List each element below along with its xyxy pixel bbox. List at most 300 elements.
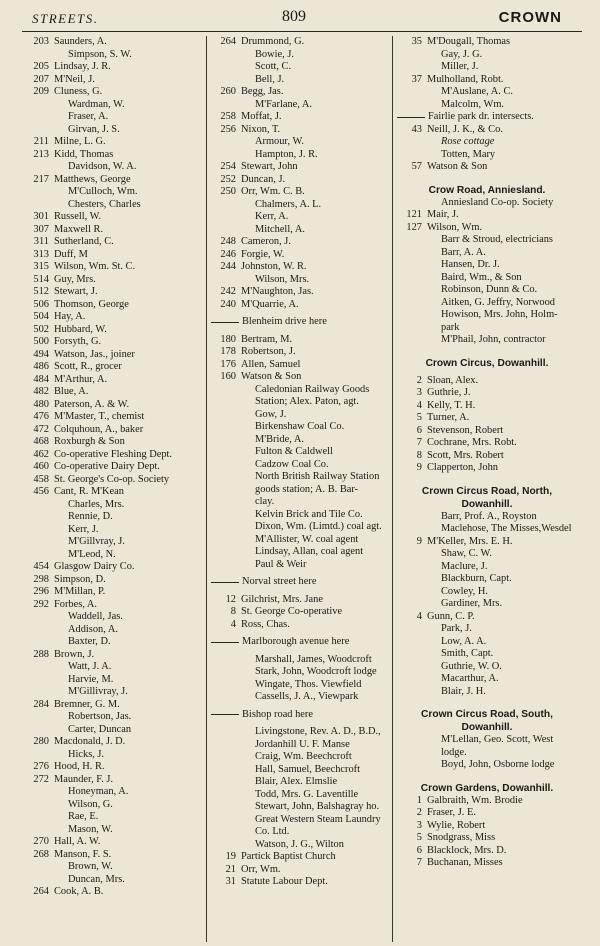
- resident-name: M'Auslane, A. C.: [441, 86, 514, 97]
- house-number: [397, 259, 427, 272]
- resident-name: Fraser, A.: [68, 111, 109, 122]
- house-number: [24, 611, 54, 624]
- directory-entry: [211, 776, 393, 789]
- house-number: [397, 747, 427, 760]
- resident-name: Bell, J.: [255, 73, 285, 85]
- resident-name: Forbes, A.: [54, 598, 98, 610]
- resident-name: Johnston, W. R.: [241, 261, 307, 272]
- resident-name: Duncan, J.: [241, 173, 286, 185]
- directory-entry: [24, 249, 202, 262]
- house-number: [211, 274, 241, 287]
- resident-name: Paterson, A. & W.: [54, 398, 130, 410]
- resident-name: Gunn, C. P.: [427, 610, 475, 622]
- house-number: 315: [33, 261, 49, 272]
- resident-name: Nixon, T.: [241, 123, 281, 135]
- resident-name: M'Farlane, A.: [255, 98, 312, 110]
- directory-entry: [397, 149, 577, 162]
- resident-name: Watt, J. A.: [68, 661, 112, 672]
- house-number: [397, 284, 427, 297]
- street-heading: Dowanhill.: [461, 498, 513, 510]
- directory-entry: [397, 598, 577, 611]
- house-number: [211, 496, 241, 509]
- spacer: [397, 174, 577, 184]
- house-number: [24, 724, 54, 737]
- resident-name: M'Culloch, Wm.: [68, 186, 138, 197]
- house-number: [211, 471, 241, 484]
- house-number: 176: [220, 358, 236, 370]
- directory-entry: [24, 486, 202, 499]
- house-number: [397, 759, 427, 772]
- house-number: 209: [33, 86, 49, 97]
- house-number: 313: [33, 248, 49, 260]
- house-number: 284: [33, 698, 49, 710]
- directory-entry: [24, 736, 202, 749]
- resident-name: Blair, Alex. Elmslie: [255, 776, 338, 787]
- house-number: 480: [33, 398, 49, 410]
- directory-entry: [24, 399, 202, 412]
- house-number: [211, 149, 241, 162]
- resident-name: Aitken, G. Jeffry, Norwood: [441, 296, 555, 308]
- directory-entry: [24, 711, 202, 724]
- house-number: [24, 686, 54, 699]
- directory-entry: [211, 739, 393, 752]
- directory-entry: [397, 673, 577, 686]
- resident-name: Mitchell, A.: [255, 223, 305, 235]
- resident-name: Cluness, G.: [54, 86, 103, 97]
- resident-name: Wilson, Wm. St. C.: [54, 261, 136, 272]
- resident-name: Mason, W.: [68, 823, 113, 835]
- house-number: 268: [33, 848, 49, 860]
- resident-name: Guthrie, W. O.: [441, 660, 502, 672]
- directory-entry: [24, 761, 202, 774]
- resident-name: Anniesland Co-op. Society: [441, 196, 554, 208]
- house-number: [24, 524, 54, 537]
- house-number: 7: [416, 857, 422, 868]
- resident-name: Brown, J.: [54, 648, 95, 660]
- resident-name: Robertson, Jas.: [68, 711, 132, 722]
- section-title: STREETS.: [32, 11, 99, 26]
- resident-name: Rose cottage: [441, 136, 495, 147]
- resident-name: Rennie, D.: [68, 511, 113, 522]
- resident-name: Watson, Jas., joiner: [54, 348, 135, 360]
- house-number: [211, 839, 241, 852]
- directory-entry: [397, 86, 577, 99]
- directory-entry: [397, 759, 577, 772]
- resident-name: Cadzow Coal Co.: [255, 458, 329, 470]
- house-number: 57: [411, 161, 422, 172]
- house-number: [24, 499, 54, 512]
- directory-entry: [397, 74, 577, 87]
- directory-entry: [397, 297, 577, 310]
- directory-entry: [24, 799, 202, 812]
- house-number: 292: [33, 598, 49, 610]
- directory-entry: [24, 349, 202, 362]
- resident-name: Blacklock, Mrs. D.: [427, 844, 507, 856]
- directory-entry: [24, 136, 202, 149]
- directory-entry: [397, 795, 577, 808]
- house-number: 5: [416, 832, 422, 843]
- house-number: [397, 523, 427, 536]
- resident-name: Hall, Samuel, Beechcroft: [255, 763, 361, 775]
- directory-entry: [211, 274, 393, 287]
- house-number: [397, 234, 427, 247]
- resident-name: Mulholland, Robt.: [427, 73, 504, 85]
- resident-name: Allen, Samuel: [241, 358, 301, 370]
- resident-name: Stewart, John: [241, 161, 298, 172]
- directory-entry: [397, 234, 577, 247]
- house-number: 6: [416, 424, 422, 436]
- resident-name: Simpson, S. W.: [68, 48, 132, 60]
- directory-entry: [211, 446, 393, 459]
- cross-street-text: Blenheim drive here: [242, 316, 327, 327]
- directory-entry: [397, 561, 577, 574]
- house-number: 178: [220, 346, 236, 357]
- house-number: [397, 586, 427, 599]
- directory-entry: [24, 749, 202, 762]
- resident-name: Kerr, A.: [255, 211, 289, 222]
- resident-name: clay.: [255, 496, 275, 507]
- directory-entry: [24, 449, 202, 462]
- resident-name: Kelly, T. H.: [427, 399, 476, 411]
- resident-name: Scott, C.: [255, 61, 292, 72]
- house-number: [397, 197, 427, 210]
- resident-name: Station; Alex. Paton, agt.: [255, 396, 359, 407]
- house-number: [211, 211, 241, 224]
- directory-entry: [397, 124, 577, 137]
- house-number: [397, 309, 427, 322]
- directory-entry: [397, 36, 577, 49]
- house-number: 264: [220, 36, 236, 47]
- resident-name: Marshall, James, Woodcroft: [255, 653, 372, 665]
- directory-entry: [397, 845, 577, 858]
- resident-name: Harvie, M.: [68, 673, 114, 685]
- directory-entry: [211, 509, 393, 522]
- resident-name: Cant, R. M'Kean: [54, 486, 124, 497]
- resident-name: Howison, Mrs. John, Holm-: [441, 309, 558, 320]
- directory-entry: [397, 623, 577, 636]
- resident-name: Simpson, D.: [54, 573, 106, 585]
- directory-entry: [24, 824, 202, 837]
- resident-name: Hicks, J.: [68, 748, 105, 760]
- column-1: [24, 36, 202, 942]
- resident-name: Hay, A.: [54, 311, 86, 322]
- directory-entry: [211, 876, 393, 889]
- resident-name: Paul & Weir: [255, 558, 307, 570]
- house-number: 31: [225, 876, 236, 887]
- house-number: 8: [416, 449, 422, 461]
- house-number: 256: [220, 123, 236, 135]
- directory-entry: [211, 186, 393, 199]
- house-number: 37: [411, 73, 422, 85]
- directory-entry: [211, 286, 393, 299]
- resident-name: Cook, A. B.: [54, 886, 104, 897]
- directory-entry: [24, 599, 202, 612]
- house-number: 258: [220, 111, 236, 122]
- resident-name: Cameron, J.: [241, 236, 291, 247]
- directory-entry: [397, 49, 577, 62]
- cross-street-note: [211, 316, 393, 329]
- directory-entry: [211, 484, 393, 497]
- house-number: [211, 484, 241, 497]
- spacer: [397, 698, 577, 708]
- directory-entry: [211, 49, 393, 62]
- directory-entry: [211, 826, 393, 839]
- directory-entry: [211, 421, 393, 434]
- directory-entry: [397, 661, 577, 674]
- directory-entry: [211, 236, 393, 249]
- directory-entry: [397, 523, 577, 536]
- house-number: 207: [33, 73, 49, 85]
- resident-name: Watson & Son: [427, 161, 488, 172]
- resident-name: M'Lellan, Geo. Scott, West: [441, 734, 554, 745]
- cross-street-note: [211, 576, 393, 589]
- house-number: 43: [411, 123, 422, 135]
- resident-name: Stevenson, Robert: [427, 424, 504, 436]
- directory-entry: [24, 436, 202, 449]
- house-number: [211, 776, 241, 789]
- directory-entry: [24, 574, 202, 587]
- directory-entry: [211, 299, 393, 312]
- resident-name: Drummond, G.: [241, 36, 305, 47]
- directory-entry: [211, 559, 393, 572]
- house-number: [211, 509, 241, 522]
- directory-entry: [24, 186, 202, 199]
- street-heading: Crown Gardens, Dowanhill.: [420, 782, 554, 794]
- resident-name: Bowie, J.: [255, 48, 294, 60]
- house-number: [211, 654, 241, 667]
- directory-entry: [24, 174, 202, 187]
- house-number: 468: [33, 436, 49, 447]
- resident-name: Addison, A.: [68, 623, 118, 635]
- house-number: 504: [33, 311, 49, 322]
- directory-entry: [24, 849, 202, 862]
- resident-name: M'Arthur, A.: [54, 373, 108, 385]
- house-number: 127: [406, 221, 422, 233]
- directory-entry: [211, 261, 393, 274]
- resident-name: M'Bride, A.: [255, 433, 304, 445]
- resident-name: Shaw, C. W.: [441, 548, 492, 559]
- directory-entry: [397, 820, 577, 833]
- resident-name: North British Railway Station: [255, 471, 380, 482]
- directory-entry: [211, 224, 393, 237]
- resident-name: Smith, Capt.: [441, 648, 494, 659]
- resident-name: Sloan, Alex.: [427, 374, 479, 386]
- house-number: [24, 824, 54, 837]
- directory-entry: [211, 86, 393, 99]
- street-heading: Crown Circus, Dowanhill.: [425, 357, 549, 369]
- house-number: 9: [416, 535, 422, 547]
- street-heading: Crow Road, Anniesland.: [428, 184, 546, 196]
- resident-name: Gardiner, Mrs.: [441, 598, 503, 609]
- resident-name: Orr, Wm. C. B.: [241, 186, 305, 197]
- house-number: 270: [33, 836, 49, 847]
- resident-name: Hansen, Dr. J.: [441, 259, 500, 270]
- resident-name: Chesters, Charles: [68, 198, 141, 210]
- separator-dash: [211, 714, 239, 715]
- directory-entry: [211, 751, 393, 764]
- cross-street-note: [397, 111, 577, 124]
- house-number: [211, 814, 241, 827]
- separator-dash: [211, 642, 239, 643]
- house-number: 254: [220, 161, 236, 172]
- directory-entry: [211, 839, 393, 852]
- house-number: [24, 549, 54, 562]
- resident-name: Guthrie, J.: [427, 387, 471, 398]
- house-number: 301: [33, 211, 49, 222]
- resident-name: Begg, Jas.: [241, 86, 284, 97]
- house-number: [397, 272, 427, 285]
- directory-entry: [211, 594, 393, 607]
- house-number: [211, 396, 241, 409]
- resident-name: Orr, Wm.: [241, 863, 281, 875]
- house-number: [211, 136, 241, 149]
- resident-name: Kelvin Brick and Tile Co.: [255, 508, 363, 520]
- house-number: 19: [225, 851, 236, 862]
- directory-entry: [24, 386, 202, 399]
- house-number: [397, 61, 427, 74]
- directory-entry: [24, 861, 202, 874]
- resident-name: Chalmers, A. L.: [255, 198, 322, 210]
- house-number: 472: [33, 423, 49, 435]
- resident-name: Duncan, Mrs.: [68, 873, 125, 885]
- house-number: 298: [33, 573, 49, 585]
- directory-entry: [24, 274, 202, 287]
- house-number: 264: [33, 886, 49, 897]
- directory-entry: [24, 211, 202, 224]
- resident-name: Great Western Steam Laundry: [255, 813, 381, 825]
- directory-entry: [24, 236, 202, 249]
- directory-entry: [397, 573, 577, 586]
- house-number: [211, 61, 241, 74]
- resident-name: Thomson, George: [54, 298, 129, 310]
- resident-name: Co-operative Dairy Dept.: [54, 461, 160, 472]
- column-3: [392, 36, 577, 942]
- directory-entry: [24, 886, 202, 899]
- directory-entry: [211, 679, 393, 692]
- house-number: [211, 691, 241, 704]
- house-number: [24, 111, 54, 124]
- column-2: [206, 36, 393, 942]
- directory-entry: [24, 811, 202, 824]
- house-number: 35: [411, 36, 422, 47]
- resident-name: Maclehose, The Misses,Wesdel: [441, 523, 572, 534]
- house-number: [397, 511, 427, 524]
- house-number: 248: [220, 236, 236, 247]
- house-number: 7: [416, 437, 422, 448]
- resident-name: Macdonald, J. D.: [54, 736, 126, 747]
- house-number: 250: [220, 186, 236, 197]
- resident-name: Wilson, G.: [68, 798, 113, 810]
- house-number: [211, 459, 241, 472]
- house-number: 486: [33, 361, 49, 372]
- directory-entry: [24, 524, 202, 537]
- directory-entry: [211, 124, 393, 137]
- house-number: 460: [33, 461, 49, 472]
- resident-name: Buchanan, Misses: [427, 857, 503, 868]
- separator-dash: [397, 117, 425, 118]
- house-number: [24, 199, 54, 212]
- directory-entry: [397, 284, 577, 297]
- resident-name: Kidd, Thomas: [54, 148, 114, 160]
- house-number: 252: [220, 173, 236, 185]
- resident-name: Livingstone, Rev. A. D., B.D.,: [255, 726, 381, 737]
- house-number: 276: [33, 761, 49, 772]
- resident-name: M'Neil, J.: [54, 73, 95, 85]
- resident-name: M'Gillvray, J.: [68, 536, 125, 547]
- directory-entry: [211, 851, 393, 864]
- directory-entry: [397, 209, 577, 222]
- house-number: [397, 247, 427, 260]
- directory-entry: [24, 361, 202, 374]
- resident-name: M'Phail, John, contractor: [441, 334, 546, 345]
- directory-entry: [397, 99, 577, 112]
- resident-name: Watson & Son: [241, 371, 302, 382]
- house-number: [397, 149, 427, 162]
- house-number: [24, 124, 54, 137]
- house-number: [211, 224, 241, 237]
- resident-name: Kerr, J.: [68, 523, 99, 535]
- resident-name: M'Keller, Mrs. E. H.: [427, 535, 513, 547]
- resident-name: Scott, Mrs. Robert: [427, 449, 504, 461]
- house-number: 12: [225, 593, 236, 605]
- house-number: 454: [33, 561, 49, 572]
- resident-name: Clapperton, John: [427, 462, 498, 473]
- header-keyword: CROWN: [498, 9, 562, 26]
- directory-entry: [397, 747, 577, 760]
- directory-entry: [24, 624, 202, 637]
- spacer: [397, 347, 577, 357]
- resident-name: M'Master, T., chemist: [54, 411, 145, 422]
- separator-dash: [211, 582, 239, 583]
- directory-entry: [397, 832, 577, 845]
- directory-entry: [397, 387, 577, 400]
- directory-entry: [24, 286, 202, 299]
- directory-entry: [24, 474, 202, 487]
- directory-entry: [24, 49, 202, 62]
- resident-name: Maxwell R.: [54, 223, 104, 235]
- directory-entry: [211, 136, 393, 149]
- resident-name: Blackburn, Capt.: [441, 573, 512, 584]
- house-number: [211, 74, 241, 87]
- house-number: [397, 598, 427, 611]
- directory-entry: [24, 611, 202, 624]
- house-number: [397, 636, 427, 649]
- directory-entry: [397, 425, 577, 438]
- resident-name: M'Millan, P.: [54, 586, 106, 597]
- resident-name: Manson, F. S.: [54, 848, 112, 860]
- directory-entry: [24, 74, 202, 87]
- house-number: 3: [416, 819, 422, 831]
- directory-entry: [24, 311, 202, 324]
- house-number: [397, 673, 427, 686]
- house-number: [397, 573, 427, 586]
- directory-entry: [397, 400, 577, 413]
- resident-name: Charles, Mrs.: [68, 498, 125, 510]
- resident-name: Partick Baptist Church: [241, 851, 336, 862]
- directory-entry: [397, 375, 577, 388]
- directory-entry: [397, 636, 577, 649]
- house-number: 8: [230, 606, 236, 617]
- house-number: [397, 561, 427, 574]
- resident-name: Fulton & Caldwell: [255, 446, 333, 457]
- resident-name: Craig, Wm. Beechcroft: [255, 751, 352, 762]
- directory-entry: [211, 396, 393, 409]
- resident-name: Stark, John, Woodcroft lodge: [255, 666, 377, 677]
- house-number: 482: [33, 386, 49, 397]
- directory-entry: [397, 734, 577, 747]
- house-number: 311: [33, 236, 49, 247]
- directory-entry: [397, 161, 577, 174]
